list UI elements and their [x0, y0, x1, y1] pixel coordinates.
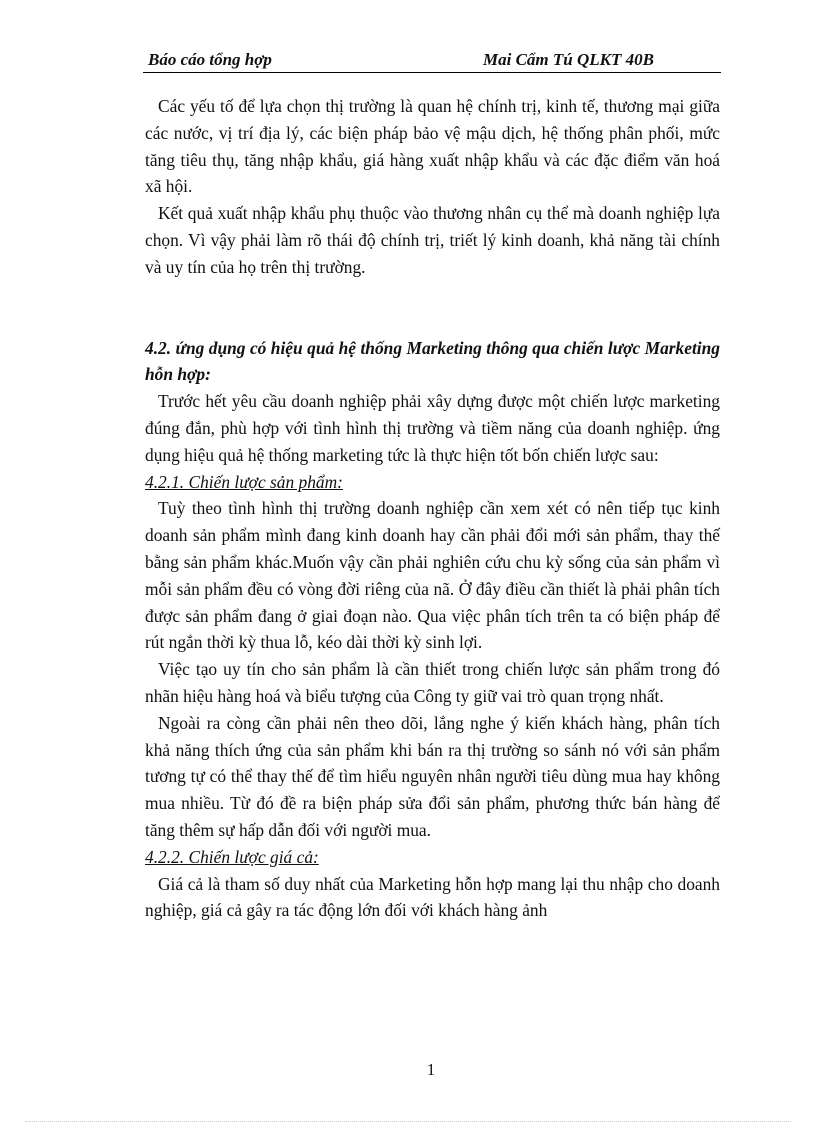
document-body	[145, 93, 720, 924]
paragraph-product-reputation: Việc tạo uy tín cho sản phẩm là cần thiết trong chiến lược sản phẩm trong đó nhãn hiệu hàng hoá và biểu tượng của Công ty giữ vai trò quan trọng nhất.	[145, 659, 720, 706]
paragraph-product-lifecycle: Tuỳ theo tình hình thị trường doanh nghiệp cần xem xét có nên tiếp tục kinh doanh sản phẩm mình đang kinh doanh hay cần phải đổi mới sản phẩm, thay thế bằng sản phẩm khác.Muốn vậy cần phải nghiên cứu chu kỳ sống của sản phẩm vì mỗi sản phẩm đều có vòng đời riêng của nã. Ở đây điều cần thiết là phải phân tích được sản phẩm đang ở giai đoạn nào. Qua việc phân tích trên ta có biện pháp để rút ngắn thời kỳ thua lỗ, kéo dài thời kỳ sinh lợi.	[145, 498, 720, 653]
page-bottom-divider	[25, 1121, 791, 1122]
subheading-product-strategy: 4.2.1. Chiến lược sản phẩm:	[145, 471, 343, 492]
paragraph-trade-results: Kết quả xuất nhập khẩu phụ thuộc vào thương nhân cụ thể mà doanh nghiệp lựa chọn. Vì vậy phải làm rõ thái độ chính trị, triết lý kinh doanh, khả năng tài chính và uy tín của họ trên thị trường.	[145, 203, 720, 277]
section-heading-4-2: 4.2. ứng dụng có hiệu quả hệ thống Marketing thông qua chiến lược Marketing hỗn hợp:	[145, 337, 720, 385]
paragraph-customer-feedback: Ngoài ra còng cần phải nên theo dõi, lắng nghe ý kiến khách hàng, phân tích khả năng thích ứng của sản phẩm khi bán ra thị trường so sánh nó với sản phẩm tương tự có thể thay thế để tìm hiểu nguyên nhân người tiêu dùng mua hay không mua nhiều. Từ đó đề ra biện pháp sửa đổi sản phẩm, phương thức bán hàng để tăng thêm sự hấp dẫn đối với người mua.	[145, 712, 720, 840]
paragraph-marketing-strategy: Trước hết yêu cầu doanh nghiệp phải xây dựng được một chiến lược marketing đúng đắn, phù hợp với tình hình thị trường và tiềm năng của doanh nghiệp. ứng dụng hiệu quả hệ thống marketing tức là thực hiện tốt bốn chiến lược sau:	[145, 391, 720, 465]
paragraph-price: Giá cả là tham số duy nhất của Marketing hỗn hợp mang lại thu nhập cho doanh nghiệp, giá cả gây ra tác động lớn đối với khách hàng ảnh	[145, 873, 720, 921]
header-author: Mai Cẩm Tú QLKT 40B	[483, 50, 654, 69]
section-spacer	[145, 281, 720, 335]
page-number: 1	[426, 1060, 436, 1079]
page-header	[143, 48, 721, 73]
subheading-price-strategy: 4.2.2. Chiến lược giá cả:	[145, 846, 319, 867]
paragraph-market-factors: Các yếu tố để lựa chọn thị trường là quan hệ chính trị, kinh tế, thương mại giữa các nước, vị trí địa lý, các biện pháp bảo vệ mậu dịch, hệ thống phân phối, mức tăng tiêu thụ, tăng nhập khẩu, giá hàng xuất nhập khẩu và các đặc điểm văn hoá xã hội.	[145, 96, 720, 197]
header-report-title: Báo cáo tổng hợp	[148, 50, 272, 69]
